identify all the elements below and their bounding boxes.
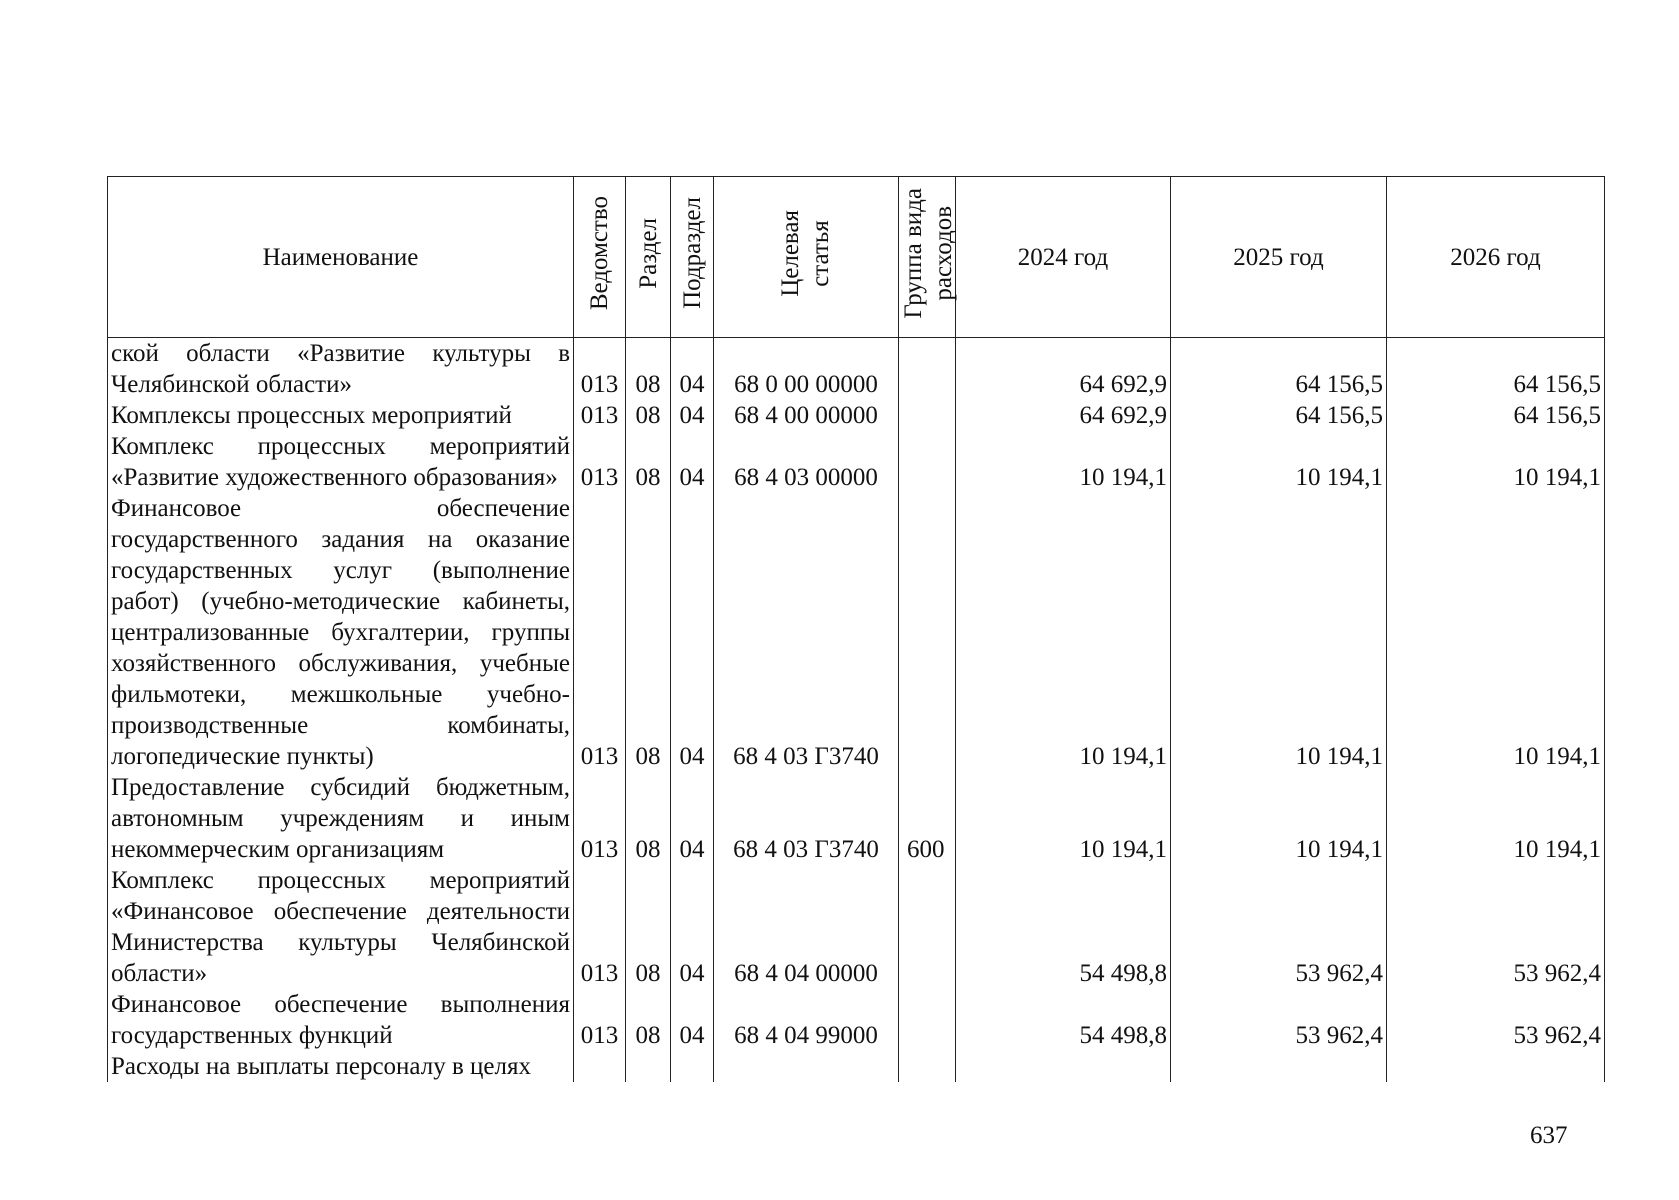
row-name: Комплексы процессных мероприятий [108,400,574,431]
row-year-2024: 10 194,1 [956,431,1171,493]
row-department: 013 [574,772,626,865]
row-year-2024: 54 498,8 [956,989,1171,1051]
row-department: 013 [574,400,626,431]
row-year-2026: 10 194,1 [1387,493,1605,772]
page-number: 637 [1530,1122,1568,1149]
row-section: 08 [626,400,671,431]
table-row [108,400,1605,431]
row-expense-group [899,493,956,772]
row-year-2026: 53 962,4 [1387,989,1605,1051]
row-target-article: 68 0 00 00000 [714,338,899,401]
table-row [108,865,1605,989]
row-target-article: 68 4 00 00000 [714,400,899,431]
budget-table [107,176,1605,1082]
row-year-2024: 54 498,8 [956,865,1171,989]
row-expense-group [899,338,956,401]
row-subsection: 04 [671,431,714,493]
header-name: Наименование [108,177,574,338]
row-target-article: 68 4 04 99000 [714,989,899,1051]
row-year-2026: 53 962,4 [1387,865,1605,989]
header-target-article: Целевая статья [714,177,899,338]
row-name: Финансовое обеспечение выполнения государственных функций [108,989,574,1051]
row-section: 08 [626,338,671,401]
table-row [108,989,1605,1051]
row-year-2024: 10 194,1 [956,493,1171,772]
table-row [108,493,1605,772]
row-year-2026: 10 194,1 [1387,772,1605,865]
table-row [108,431,1605,493]
row-department: 013 [574,493,626,772]
row-expense-group [899,431,956,493]
row-name: Комплекс процессных мероприятий «Развитие художественного образования» [108,431,574,493]
row-expense-group [899,865,956,989]
header-subsection: Подраздел [671,177,714,338]
row-name: Предоставление субсидий бюджетным, автономным учреждениям и иным некоммерческим организациям [108,772,574,865]
header-year-2024: 2024 год [956,177,1171,338]
header-department: Ведомство [574,177,626,338]
row-department: 013 [574,431,626,493]
table-row [108,772,1605,865]
row-subsection: 04 [671,493,714,772]
row-target-article: 68 4 03 Г3740 [714,772,899,865]
row-year-2024: 10 194,1 [956,772,1171,865]
row-subsection: 04 [671,989,714,1051]
row-year-2025: 64 156,5 [1171,400,1387,431]
row-department [574,1051,626,1082]
table-row [108,338,1605,401]
header-year-2025: 2025 год [1171,177,1387,338]
header-section: Раздел [626,177,671,338]
header-year-2026: 2026 год [1387,177,1605,338]
row-year-2025 [1171,1051,1387,1082]
row-section: 08 [626,989,671,1051]
row-year-2026: 64 156,5 [1387,338,1605,401]
row-year-2025: 53 962,4 [1171,989,1387,1051]
row-department: 013 [574,338,626,401]
row-year-2025: 64 156,5 [1171,338,1387,401]
row-target-article [714,1051,899,1082]
header-row [108,177,1605,338]
row-expense-group [899,400,956,431]
row-subsection: 04 [671,400,714,431]
row-section: 08 [626,865,671,989]
row-subsection [671,1051,714,1082]
row-section [626,1051,671,1082]
table-row [108,1051,1605,1082]
row-year-2024: 64 692,9 [956,400,1171,431]
row-expense-group [899,989,956,1051]
header-expense-group: Группа вида расходов [899,177,956,338]
row-subsection: 04 [671,338,714,401]
row-target-article: 68 4 03 Г3740 [714,493,899,772]
row-year-2024 [956,1051,1171,1082]
row-target-article: 68 4 04 00000 [714,865,899,989]
row-department: 013 [574,989,626,1051]
row-section: 08 [626,772,671,865]
row-name: Финансовое обеспечение государственного задания на оказание государственных услуг (выполнение работ) (учебно-методические кабинеты, централизованные бухгалтерии, группы хозяйственного обслуживания, учебные фильмотеки, межшкольные учебно-производственные комбинаты, логопедические пункты) [108,493,574,772]
row-year-2026: 10 194,1 [1387,431,1605,493]
row-year-2025: 10 194,1 [1171,431,1387,493]
row-expense-group [899,1051,956,1082]
row-name: Расходы на выплаты персоналу в целях [108,1051,574,1082]
row-subsection: 04 [671,772,714,865]
row-year-2025: 53 962,4 [1171,865,1387,989]
row-year-2026: 64 156,5 [1387,400,1605,431]
row-year-2026 [1387,1051,1605,1082]
row-section: 08 [626,431,671,493]
row-section: 08 [626,493,671,772]
row-name: ской области «Развитие культуры в Челябинской области» [108,338,574,401]
row-expense-group: 600 [899,772,956,865]
row-year-2025: 10 194,1 [1171,772,1387,865]
row-year-2025: 10 194,1 [1171,493,1387,772]
row-target-article: 68 4 03 00000 [714,431,899,493]
row-subsection: 04 [671,865,714,989]
row-department: 013 [574,865,626,989]
row-year-2024: 64 692,9 [956,338,1171,401]
row-name: Комплекс процессных мероприятий «Финансовое обеспечение деятельности Министерства культуры Челябинской области» [108,865,574,989]
